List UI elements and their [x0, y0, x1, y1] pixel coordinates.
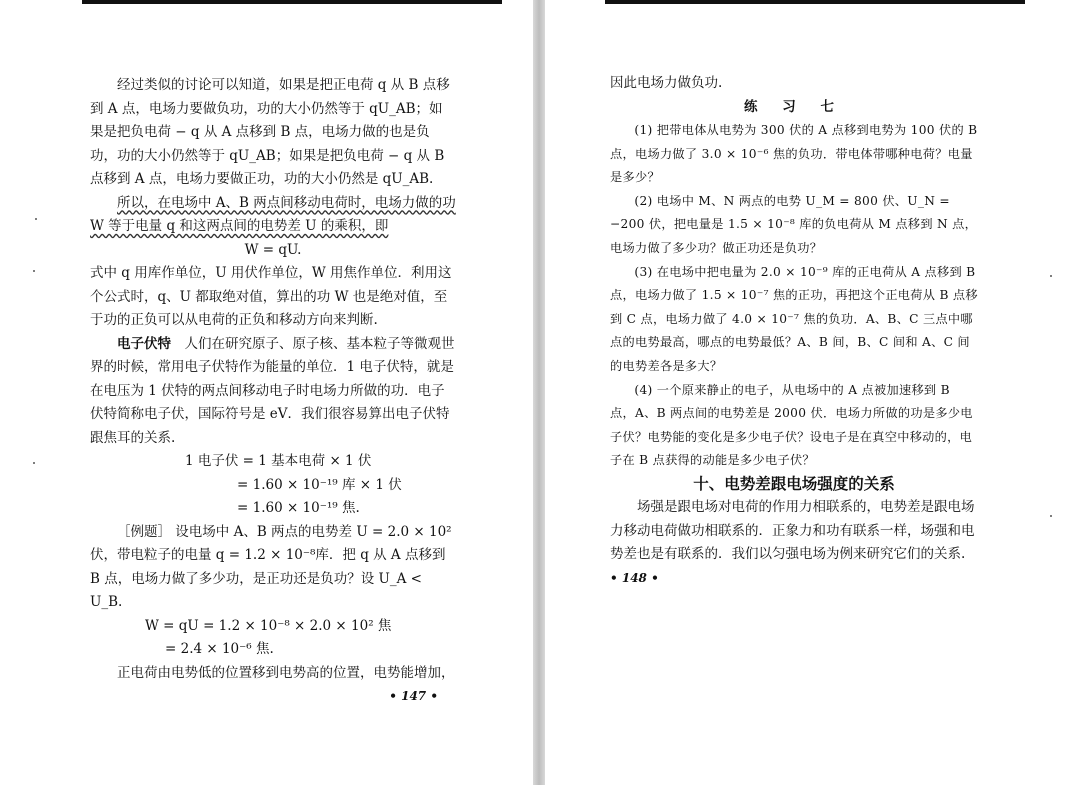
left-page: [0, 0, 533, 785]
ev-equation-line-1: 1 电子伏 = 1 基本电荷 × 1 伏: [185, 453, 372, 469]
paragraph-continuation: 因此电场力做负功.: [610, 75, 723, 91]
book-gutter: [533, 0, 545, 785]
paragraph-work-conclusion: 所以，在电场中 A、B 两点间移动电荷时，电场力做的功 W 等于电量 q 和这两点间的电势差 U 的乘积，即: [90, 194, 456, 234]
exercise-title: 练 习 七: [744, 98, 844, 115]
top-rule: [82, 0, 502, 4]
example-formula-1: W = qU = 1.2 × 10⁻⁸ × 2.0 × 10² 焦: [145, 617, 392, 634]
paragraph-units: 式中 q 用库作单位，U 用伏作单位，W 用焦作单位．利用这个公式时，q、U 都取绝对值，算出的功 W 也是绝对值，至于功的正负可以从电荷的正负和移动方向来判断.: [90, 265, 452, 328]
ev-equation-line-3: = 1.60 × 10⁻¹⁹ 焦.: [237, 500, 360, 516]
electron-volt-text: 人们在研究原子、原子核、基本粒子等微观世界的时候，常用电子伏特作为能量的单位．1 电子伏特，就是在电压为 1 伏特的两点间移动电子时电场力所做的功．电子伏特简称电子伏，国际符号是 eV．我们很容易算出电子伏特跟焦耳的关系.: [90, 335, 455, 446]
ev-equation-line-2: = 1.60 × 10⁻¹⁹ 库 × 1 伏: [237, 476, 402, 493]
exercise-item: (1) 把带电体从电势为 300 伏的 A 点移到电势为 100 伏的 B 点，电场力做了 3.0 × 10⁻⁶ 焦的负功．带电体带哪种电荷？电量是多少？: [610, 123, 978, 185]
exercise-item: (2) 电场中 M、N 两点的电势 U_M = 800 伏、U_N = −200 伏，把电量是 1.5 × 10⁻⁸ 库的负电荷从 M 点移到 N 点，电场力做了多少功？做正功还是负功？: [610, 193, 978, 255]
paragraph-section-intro: 场强是跟电场对电荷的作用力相联系的，电势差是跟电场力移动电荷做功相联系的．正象力和功有联系一样，场强和电势差也是有联系的．我们以匀强电场为例来研究它们的关系.: [610, 499, 975, 563]
top-rule: [605, 0, 1025, 4]
paragraph-example: [90, 521, 456, 615]
example-formula-2: = 2.4 × 10⁻⁶ 焦.: [165, 641, 274, 657]
exercise-item: (3) 在电场中把电量为 2.0 × 10⁻⁹ 库的正电荷从 A 点移到 B 点，电场力做了 1.5 × 10⁻⁷ 焦的正功，再把这个正电荷从 B 点移到 C 点，电场力做了 4.0 × 10⁻⁷ 焦的负功．A、B、C 三点中哪点的电势最高，哪点的电势最低？A、B 间，B、C 间和 A、C 间的电势差各是多大？: [610, 264, 978, 373]
exercise-item: (4) 一个原来静止的电子，从电场中的 A 点被加速移到 B 点，A、B 两点间的电势差是 2000 伏．电场力所做的功是多少电子伏？电势能的变化是多少电子伏？设电子是在真空中移动的，电子在 B 点获得的动能是多少电子伏？: [610, 382, 973, 468]
right-page-text: [610, 72, 978, 590]
example-text: 设电场中 A、B 两点的电势差 U = 2.0 × 10²伏，带电粒子的电量 q = 1.2 × 10⁻⁸库．把 q 从 A 点移到 B 点，电场力做了多少功，是正功还是负功？设 U_A < U_B.: [90, 523, 452, 610]
scan-speck: [33, 462, 35, 464]
scan-speck: [1050, 515, 1052, 517]
right-page: [545, 0, 1080, 785]
example-label: ［例题］: [117, 523, 171, 540]
scan-speck: [35, 218, 37, 220]
term-electron-volt: 电子伏特: [117, 335, 171, 352]
section-title: 十、电势差跟电场强度的关系: [693, 474, 895, 493]
paragraph-last-line: 正电荷由电势低的位置移到电势高的位置，电势能增加，: [117, 664, 455, 681]
paragraph-electron-volt: [90, 333, 456, 451]
scan-speck: [1050, 275, 1052, 277]
page-number-left: • 147 •: [389, 689, 438, 703]
left-page-text: [90, 74, 456, 709]
formula-work: W = qU.: [244, 241, 302, 258]
paragraph-work-discussion: 经过类似的讨论可以知道，如果是把正电荷 q 从 B 点移到 A 点，电场力要做负功，功的大小仍然等于 qU_AB；如果是把负电荷 − q 从 A 点移到 B 点，电场力做的也是负功，功的大小仍然等于 qU_AB；如果是把负电荷 − q 从 B 点移到 A 点，电场力要做正功，功的大小仍然是 qU_AB.: [90, 77, 450, 187]
scan-speck: [33, 270, 35, 272]
page-number-right: • 148 •: [610, 570, 659, 585]
